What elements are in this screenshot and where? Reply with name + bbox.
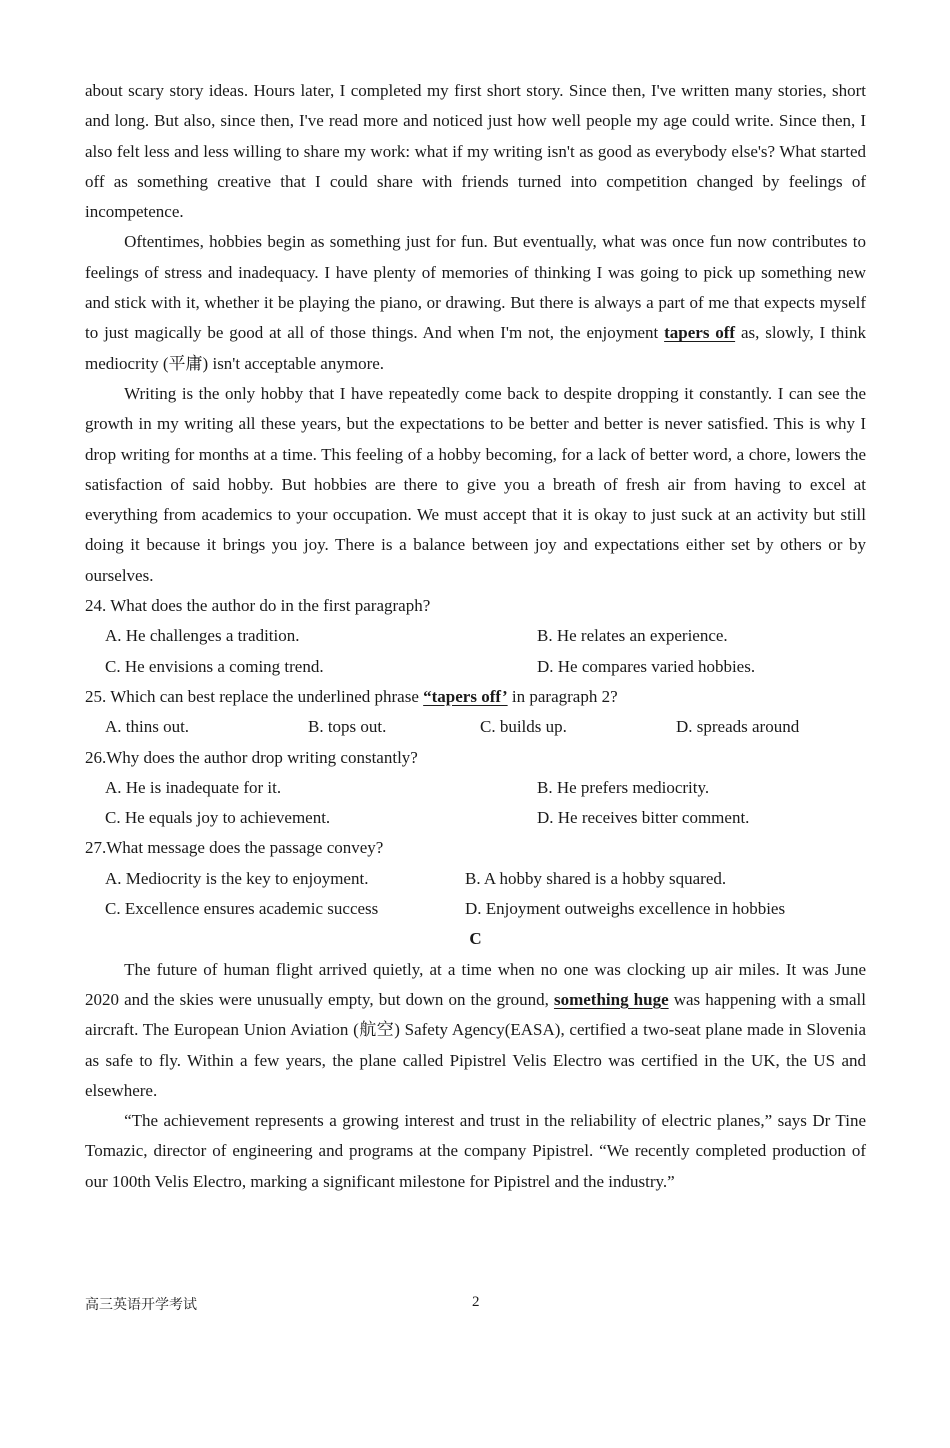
question-stem: 25. Which can best replace the underlined phrase “tapers off’ in paragraph 2? xyxy=(85,686,618,706)
exam-page xyxy=(85,76,866,1197)
question-25 xyxy=(85,682,866,743)
option-a: A. thins out. xyxy=(105,717,190,737)
option-c: C. He envisions a coming trend. xyxy=(105,656,324,676)
passage-b-paragraph-2: Oftentimes, hobbies begin as something just for fun. But eventually, what was once fun now contributes to feelings of stress and inadequacy. I have plenty of memories of thinking I was going to pick up something new and stick with it, whether it be playing the piano, or drawing. But there is always a part of me that expects myself to just magically be good at all of those things. And when I'm not, the enjoyment tapers off as, slowly, I think mediocrity (平庸) isn't acceptable anymore. xyxy=(85,232,866,373)
section-heading-c: C xyxy=(469,929,482,949)
underlined-phrase-something-huge: something huge xyxy=(553,989,669,1009)
question-stem: 27.What message does the passage convey? xyxy=(85,838,384,858)
page-number: 2 xyxy=(472,1294,480,1310)
underlined-phrase-tapers-off: tapers off xyxy=(664,323,736,343)
option-d: D. He compares varied hobbies. xyxy=(537,656,756,676)
question-stem: 24. What does the author do in the first paragraph? xyxy=(85,596,431,616)
option-c: C. Excellence ensures academic success xyxy=(105,899,379,919)
question-27 xyxy=(85,833,866,924)
option-c: C. He equals joy to achievement. xyxy=(105,808,331,828)
option-d: D. He receives bitter comment. xyxy=(537,808,750,828)
options xyxy=(85,621,866,682)
option-d: D. spreads around xyxy=(676,717,800,737)
passage-c-paragraph-1: The future of human flight arrived quietly, at a time when no one was clocking up air miles. It was June 2020 and the skies were unusually empty, but down on the ground, something huge was happening with a small aircraft. The European Union Aviation (航空) Safety Agency(EASA), certified a two-seat plane made in Slovenia as safe to fly. Within a few years, the plane called Pipistrel Velis Electro was certified in the UK, the US and elsewhere. xyxy=(85,959,866,1100)
passage-b-paragraph-1: about scary story ideas. Hours later, I completed my first short story. Since then, I've written many stories, short and long. But also, since then, I've read more and noticed just how well people my age could write. Since then, I also felt less and less willing to share my work: what if my writing isn't as good as everybody else's? What started off as something creative that I could share with friends turned into competition changed by feelings of incompetence. xyxy=(85,81,866,222)
question-24 xyxy=(85,591,866,682)
option-a: A. He challenges a tradition. xyxy=(105,626,300,646)
question-stem: 26.Why does the author drop writing constantly? xyxy=(85,747,418,767)
options xyxy=(85,773,866,834)
options xyxy=(85,712,866,742)
option-d: D. Enjoyment outweighs excellence in hobbies xyxy=(465,899,786,919)
passage-b-paragraph-3: Writing is the only hobby that I have repeatedly come back to despite dropping it constantly. I can see the growth in my writing all these years, but the expectations to be better and better is never satisfied. This is why I drop writing for months at a time. This feeling of a hobby becoming, for a lack of better word, a chore, lowers the satisfaction of said hobby. But hobbies are there to give you a breath of fresh air from having to excel at everything from academics to your occupation. We must accept that it is okay to just suck at an activity but still doing it because it brings you joy. There is a balance between joy and expectations either set by others or by ourselves. xyxy=(85,383,866,585)
options xyxy=(85,864,866,925)
page-footer xyxy=(85,1294,866,1314)
option-b: B. tops out. xyxy=(308,717,387,737)
option-b: B. He relates an experience. xyxy=(537,626,728,646)
option-b: B. He prefers mediocrity. xyxy=(537,777,710,797)
option-b: B. A hobby shared is a hobby squared. xyxy=(465,868,727,888)
option-a: A. Mediocrity is the key to enjoyment. xyxy=(105,868,369,888)
option-c: C. builds up. xyxy=(480,717,567,737)
underlined-phrase-quote: “tapers off’ xyxy=(423,686,508,706)
option-a: A. He is inadequate for it. xyxy=(105,777,282,797)
exam-title: 高三英语开学考试 xyxy=(85,1297,197,1313)
question-26 xyxy=(85,743,866,834)
passage-c-paragraph-2: “The achievement represents a growing interest and trust in the reliability of electric planes,” says Dr Tine Tomazic, director of engineering and programs at the company Pipistrel. “We recently completed production of our 100th Velis Electro, marking a significant milestone for Pipistrel and the industry.” xyxy=(85,1111,866,1191)
